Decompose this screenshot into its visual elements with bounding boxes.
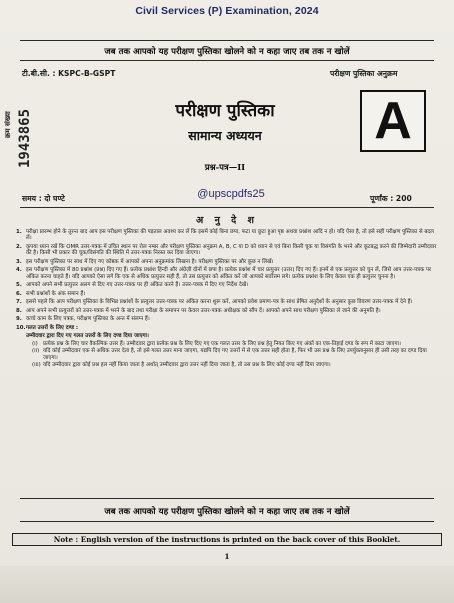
- time-allowed: समय : दो घण्टे: [22, 194, 65, 203]
- instruction-number: 6.: [16, 290, 22, 297]
- penalty-item: [26, 348, 438, 361]
- penalty-text: यदि उम्मीदवार द्वारा कोई प्रश्न हल नहीं किया जाता है अर्थात् उम्मीदवार द्वारा उत्तर नहीं दिया जाता है, तो उस प्रश्न के लिए कोई दण्ड नहीं दिया जाएगा।: [43, 362, 331, 369]
- penalty-number: (i): [32, 340, 38, 347]
- tbc-code: टी.बी.सी. : KSPC-B-GSPT: [22, 69, 116, 78]
- page-bottom-margin: [0, 566, 454, 603]
- note-text: Note : English version of the instructions is printed on the back cover of this Booklet.: [53, 535, 401, 544]
- instruction-item: [16, 316, 438, 322]
- instruction-number: 10.: [16, 324, 26, 331]
- instruction-text: आपको अपने सभी प्रत्युत्तर अलग से दिए गए उत्तर-पत्रक पर ही अंकित करने हैं। उत्तर-पत्रक में दिए गए निर्देश देखें।: [26, 282, 249, 289]
- instruction-text: इससे पहले कि आप परीक्षण पुस्तिका के विभिन्न प्रश्नांशों के प्रत्युत्तर उत्तर-पत्रक पर अंकित करना शुरू करें, आपको प्रवेश प्रमाण-पत्र के साथ प्रेषित अनुदेशों के अनुसार कुछ विवरण उत्तर-पत्रक में देने हैं।: [26, 299, 413, 306]
- penalty-item: [26, 362, 438, 368]
- instruction-number: 1.: [16, 229, 22, 235]
- bottom-banner-rule: [20, 521, 434, 522]
- instruction-item: [16, 267, 438, 280]
- instruction-item: [16, 229, 438, 242]
- instructions-list: [16, 229, 438, 371]
- booklet-title: परीक्षण पुस्तिका: [175, 101, 275, 121]
- penalty-text: यदि कोई उम्मीदवार एक से अधिक उत्तर देता है, तो इसे गलत उत्तर माना जाएगा, यद्यपि दिए गए उत्तरों में से एक उत्तर सही होता है, फिर भी उस प्रश्न के लिए उपर्युक्तानुसार ही उसी तरह का दण्ड दिया जाएगा।: [43, 348, 427, 361]
- instruction-text: आप अपने सभी प्रत्युत्तरों को उत्तर-पत्रक में भरने के बाद तथा परीक्षा के समापन पर केवल उत्तर-पत्रक अधीक्षक को सौंप दें। आपको अपने साथ परीक्षण पुस्तिका ले जाने की अनुमति है।: [26, 307, 381, 314]
- instruction-number: 4.: [16, 267, 22, 274]
- instruction-item: [16, 244, 438, 257]
- serial-number: 1943865: [17, 108, 33, 168]
- instruction-text: गलत उत्तरों के लिए दण्ड :: [26, 324, 79, 331]
- penalty-text: प्रत्येक प्रश्न के लिए चार वैकल्पिक उत्तर हैं। उम्मीदवार द्वारा प्रत्येक प्रश्न के लिए दिए गए एक गलत उत्तर के लिए प्रश्न हेतु नियत किए गए अंकों का एक-तिहाई दण्ड के रूप में काटा जाएगा।: [43, 340, 401, 347]
- instruction-text: कृपया ध्यान रखें कि OMR उत्तर-पत्रक में उचित स्थान पर रोल नम्बर और परीक्षण पुस्तिका अनुक्रम A, B, C या D को ध्यान से एवं बिना किसी चूक या विसंगति के भरने और कूटबद्ध करने की जिम्मेदारी उम्मीदवार की है। किसी भी प्रकार की चूक/विसंगति की स्थिति में उत्तर-पत्रक निरस्त कर दिया जाएगा।: [26, 243, 437, 257]
- series-letter-box: [360, 90, 426, 152]
- instruction-number: 2.: [16, 243, 22, 250]
- instruction-text: इस परीक्षण पुस्तिका पर साथ में दिए गए कोष्ठक में आपको अपना अनुक्रमांक लिखना है। परीक्षण पुस्तिका पर और कुछ न लिखें।: [26, 258, 274, 265]
- instruction-item: [16, 308, 438, 314]
- instruction-text: इस परीक्षण पुस्तिका में 80 प्रश्नांश (प्रश्न) दिए गए हैं। प्रत्येक प्रश्नांश हिन्दी और अंग्रेज़ी दोनों में छपा है। प्रत्येक प्रश्नांश में चार प्रत्युत्तर (उत्तर) दिए गए हैं। इनमें से एक प्रत्युत्तर को चुन लें, जिसे आप उत्तर-पत्रक पर अंकित करना चाहते हैं। यदि आपको ऐसा लगे कि एक से अधिक प्रत्युत्तर सही हैं, तो उस प्रत्युत्तर को अंकित करें जो आपको सर्वोत्तम लगे। प्रत्येक प्रश्नांश के लिए केवल एक ही प्रत्युत्तर चुनना है।: [26, 267, 432, 280]
- penalty-intro: उम्मीदवार द्वारा दिए गए गलत उत्तरों के लिए दण्ड दिया जाएगा।: [26, 333, 149, 340]
- english-version-note: [12, 533, 442, 546]
- penalty-item: [26, 341, 438, 347]
- instruction-item: [16, 291, 438, 297]
- instruction-item: [16, 282, 438, 288]
- page-number: 1: [224, 552, 230, 561]
- bottom-banner-top-rule: [20, 498, 434, 499]
- penalty-number: (iii): [32, 362, 41, 369]
- watermark-text: @upscpdfs25: [197, 188, 265, 200]
- instruction-number: 9.: [16, 316, 22, 323]
- instructions-heading: अ नु दे श: [196, 215, 258, 226]
- booklet-sequence-label: परीक्षण पुस्तिका अनुक्रम: [330, 69, 398, 78]
- top-warning-banner: जब तक आपको यह परीक्षण पुस्तिका खोलने को न कहा जाए तब तक न खोलें: [104, 47, 350, 57]
- series-letter: A: [374, 92, 412, 150]
- instruction-item: [16, 259, 438, 265]
- bottom-warning-banner: जब तक आपको यह परीक्षण पुस्तिका खोलने को न कहा जाए तब तक न खोलें: [104, 507, 350, 517]
- instructions-rule: [20, 207, 434, 208]
- instruction-number: 8.: [16, 307, 22, 314]
- banner-rule: [20, 60, 434, 61]
- paper-title: प्रश्न-पत्र—II: [204, 163, 246, 173]
- instruction-text: परीक्षा प्रारम्भ होने के तुरन्त बाद आप इस परीक्षण पुस्तिका की पड़ताल अवश्य कर लें कि इसमें कोई बिना छपा, फटा या छूटा हुआ पृष्ठ अथवा प्रश्नांश आदि न हो। यदि ऐसा है, तो इसे सही परीक्षण पुस्तिका से बदल लें।: [26, 229, 434, 242]
- total-marks: पूर्णांक : 200: [370, 194, 412, 203]
- instruction-number: 5.: [16, 282, 22, 289]
- penalty-number: (ii): [32, 348, 40, 355]
- instruction-text: कच्चे काम के लिए पत्रक, परीक्षण पुस्तिका के अन्त में संलग्न हैं।: [26, 316, 150, 323]
- instruction-item: [16, 325, 438, 331]
- penalty-block: [16, 333, 438, 369]
- instruction-item: [16, 299, 438, 305]
- exam-title: Civil Services (P) Examination, 2024: [135, 5, 319, 17]
- top-rule: [20, 40, 434, 41]
- instruction-number: 3.: [16, 258, 22, 265]
- instruction-number: 7.: [16, 299, 22, 306]
- subject-title: सामान्य अध्ययन: [188, 128, 262, 143]
- instruction-text: सभी प्रश्नांशों के अंक समान हैं।: [26, 290, 86, 297]
- serial-label: क्रम संख्या: [4, 111, 12, 138]
